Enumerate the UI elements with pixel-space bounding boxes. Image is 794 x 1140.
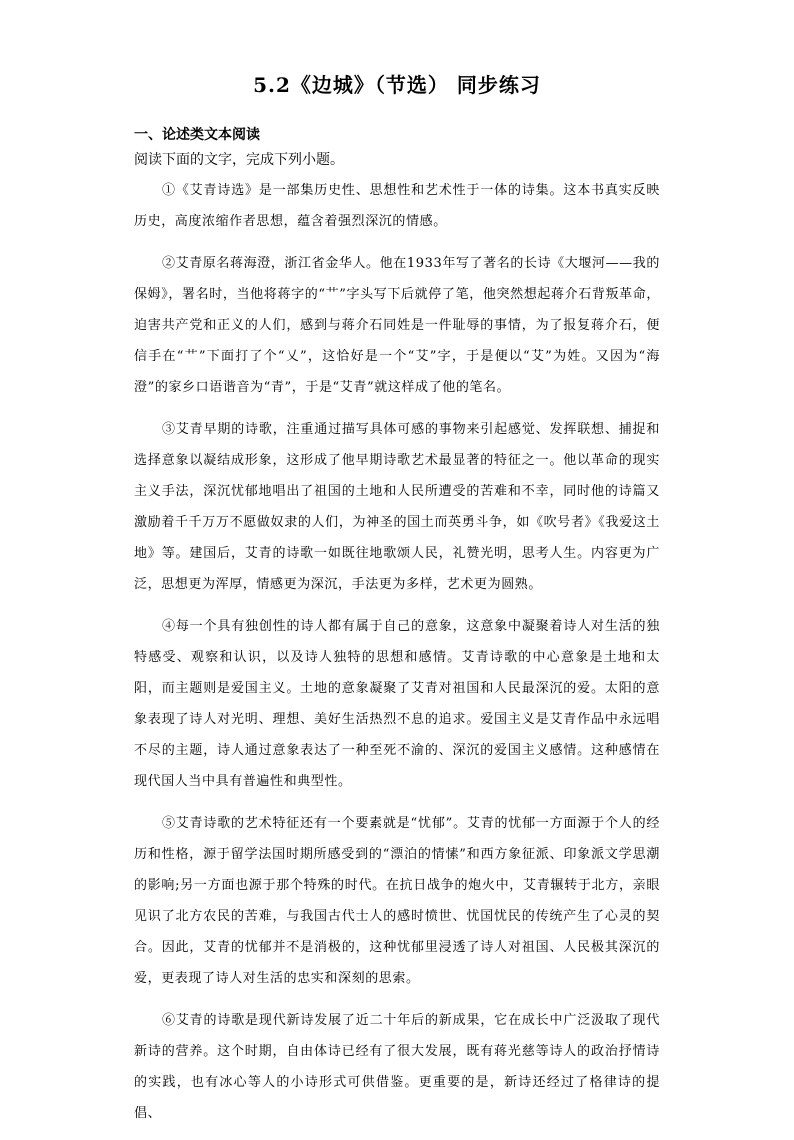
passage-paragraph-1: ①《艾青诗选》是一部集历史性、思想性和艺术性于一体的诗集。这本书真实反映历史，高度浓缩作者思想，蕴含着强烈深沉的情感。 <box>134 183 660 229</box>
passage-paragraph-4: ④每一个具有独创性的诗人都有属于自己的意象，这意象中凝聚着诗人对生活的独特感受、观察和认识，以及诗人独特的思想和感情。艾青诗歌的中心意象是土地和太阳，而主题则是爱国主义。土地的意象凝聚了艾青对祖国和人民最深沉的爱。太阳的意象表现了诗人对光明、理想、美好生活热烈不息的追求。爱国主义是艾青作品中永远唱不尽的主题，诗人通过意象表达了一种至死不渝的、深沉的爱国主义感情。这种感情在现代国人当中具有普遍性和典型性。 <box>134 619 660 789</box>
section-heading: 一、论述类文本阅读 <box>134 127 260 143</box>
passage-paragraph-5: ⑤艾青诗歌的艺术特征还有一个要素就是“忧郁”。艾青的忧郁一方面源于个人的经历和性格，源于留学法国时期所感受到的“漂泊的情愫”和西方象征派、印象派文学思潮的影响;另一方面也源于那个特殊的时代。在抗日战争的炮火中，艾青辗转于北方，亲眼见识了北方农民的苦难，与我国古代士人的感时愤世、忧国忧民的传统产生了心灵的契合。因此，艾青的忧郁并不是消极的，这种忧郁里浸透了诗人对祖国、人民极其深沉的爱，更表现了诗人对生活的忠实和深刻的思索。 <box>134 816 660 986</box>
reading-instruction: 阅读下面的文字，完成下列小题。 <box>134 152 344 168</box>
reading-passage <box>134 175 660 1140</box>
passage-paragraph-3: ③艾青早期的诗歌，注重通过描写具体可感的事物来引起感觉、发挥联想、捕捉和选择意象以凝结成形象，这形成了他早期诗歌艺术最显著的特征之一。他以革命的现实主义手法，深沉忧郁地唱出了祖国的土地和人民所遭受的苦难和不幸，同时他的诗篇又激励着千千万万不愿做奴隶的人们，为神圣的国土而英勇斗争，如《吹号者》《我爱这土地》等。建国后，艾青的诗歌一如既往地歌颂人民，礼赞光明，思考人生。内容更为广泛，思想更为浑厚，情感更为深沉，手法更为多样，艺术更为圆熟。 <box>134 422 660 592</box>
passage-paragraph-6: ⑥艾青的诗歌是现代新诗发展了近二十年后的新成果，它在成长中广泛汲取了现代新诗的营养。这个时期，自由体诗已经有了很大发展，既有蒋光慈等诗人的政治抒情诗的实践，也有冰心等人的小诗形式可供借鉴。更重要的是，新诗还经过了格律诗的提倡、 <box>134 1013 660 1121</box>
passage-paragraph-2: ②艾青原名蒋海澄，浙江省金华人。他在1933年写了著名的长诗《大堰河——我的保姆》，署名时，当他将蒋字的“艹”字头写下后就停了笔，他突然想起蒋介石背叛革命，迫害共产党和正义的人们，感到与蒋介石同姓是一件耻辱的事情，为了报复蒋介石，便信手在“艹”下面打了个“乂”，这恰好是一个“艾”字，于是便以“艾”为姓。又因为“海澄”的家乡口语谐音为“青”，于是“艾青”就这样成了他的笔名。 <box>134 256 660 395</box>
page-title: 5.2《边城》（节选） 同步练习 <box>253 73 541 97</box>
